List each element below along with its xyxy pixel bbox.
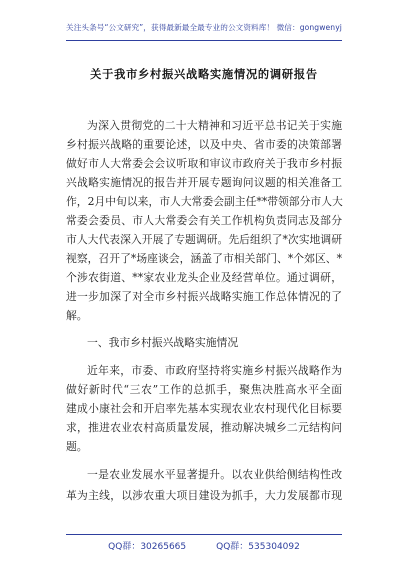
qq-group-2: QQ群：535304092 xyxy=(216,542,300,552)
footer-divider xyxy=(66,534,342,535)
paragraph-line: 常委会委员、市人大常委会有关工作机构负责同志及部分 xyxy=(66,214,342,227)
paragraph-line: 乡村振兴战略的重要论述，以及中央、省市委的决策部署 xyxy=(66,138,342,151)
paragraph-line: 视察，召开了*场座谈会，涵盖了市相关部门、*个郊区、* xyxy=(66,252,342,265)
paragraph-line: 市人大代表深入开展了专题调研。先后组织了*次实地调研 xyxy=(66,233,342,246)
section-heading: 一、我市乡村振兴战略实施情况 xyxy=(87,336,239,349)
header-divider xyxy=(66,40,342,41)
paragraph-line: 兴战略实施情况的报告并开展专题询问议题的相关准备工 xyxy=(66,176,342,189)
paragraph-line: 为深入贯彻党的二十大精神和习近平总书记关于实施 xyxy=(87,119,342,132)
paragraph-line: 进一步加深了对全市乡村振兴战略实施工作总体情况的了 xyxy=(66,290,342,303)
paragraph-line: 近年来，市委、市政府坚持将实施乡村振兴战略作为 xyxy=(87,364,342,377)
paragraph-line: 做好新时代“三农”工作的总抓手，聚焦决胜高水平全面 xyxy=(66,383,342,396)
paragraph-line: 建成小康社会和开启率先基本实现农业农村现代化目标要 xyxy=(66,402,342,415)
footer-contact xyxy=(0,539,408,552)
paragraph-line: 作，2月中旬以来，市人大常委会副主任**带领部分市人大 xyxy=(66,195,343,208)
paragraph-line: 做好市人大常委会会议听取和审议市政府关于我市乡村振 xyxy=(66,157,342,170)
header-banner: 关注头条号“公文研究”，获得最新最全最专业的公文资料库！ 微信：gongwenyj xyxy=(66,23,342,32)
paragraph-line: 个涉农街道、**家农业龙头企业及经营单位。通过调研， xyxy=(66,271,342,284)
paragraph-line: 革为主线，以涉农重大项目建设为抓手，大力发展都市现 xyxy=(66,489,342,502)
paragraph-line: 解。 xyxy=(66,309,88,322)
paragraph-line: 题。 xyxy=(66,440,88,453)
qq-group-1: QQ群：30265665 xyxy=(108,542,187,552)
paragraph-line: 一是农业发展水平显著提升。以农业供给侧结构性改 xyxy=(87,468,342,481)
paragraph-line: 求，推进农业农村高质量发展，推动解决城乡二元结构问 xyxy=(66,421,342,434)
document-title: 关于我市乡村振兴战略实施情况的调研报告 xyxy=(90,68,318,81)
